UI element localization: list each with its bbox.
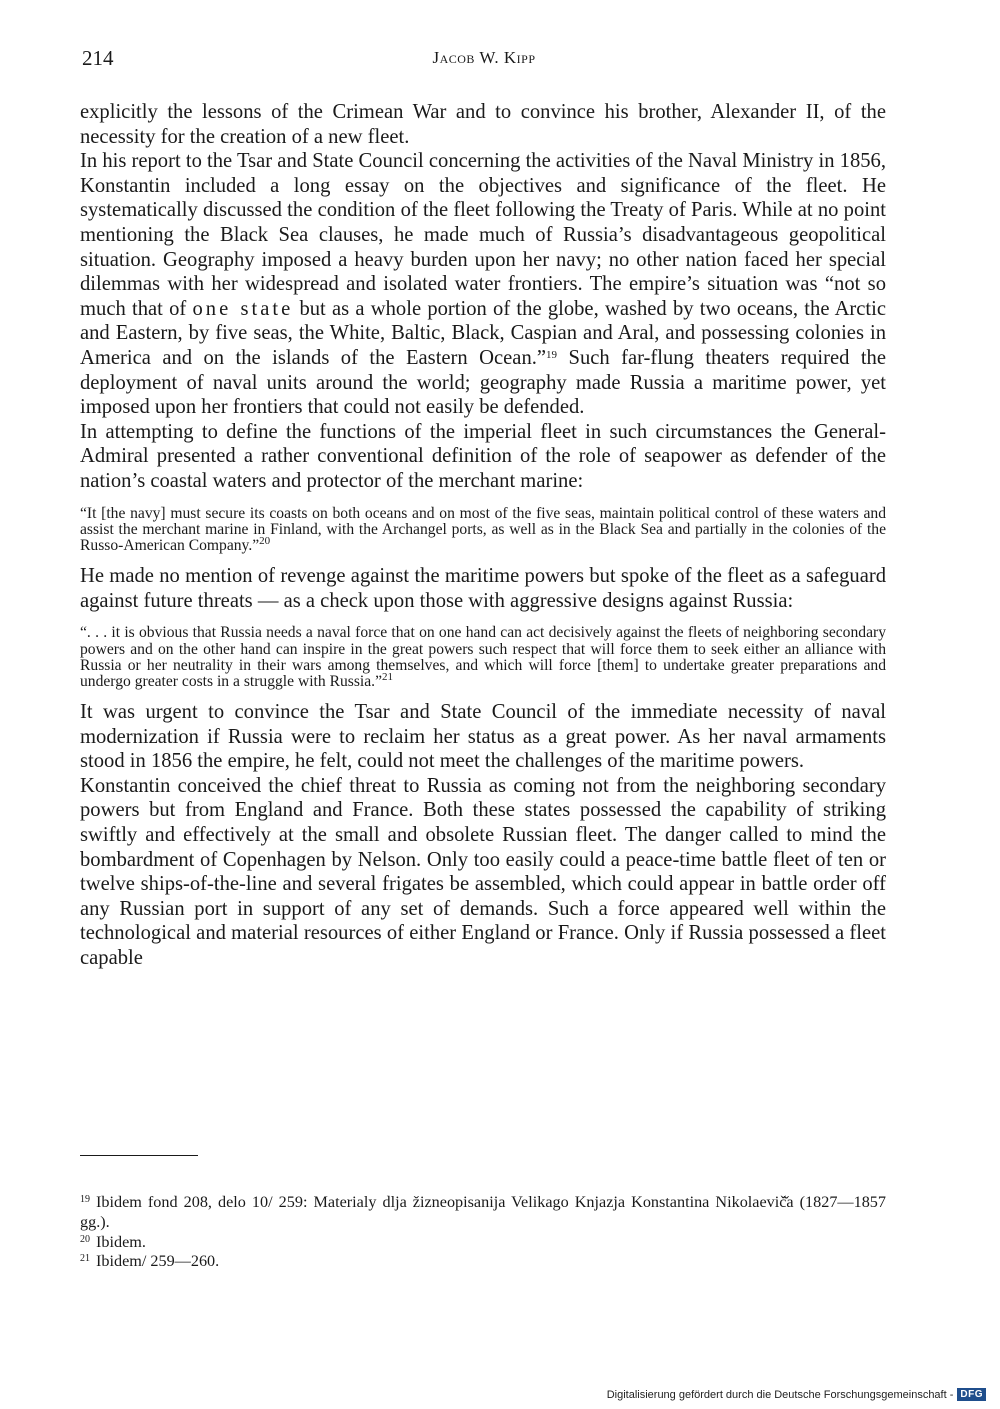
footnote (80, 1252, 886, 1272)
running-head: Jacob W. Kipp (432, 48, 536, 67)
footnote-number: 20 (80, 1233, 90, 1245)
quote-text: “. . . it is obvious that Russia needs a naval force that on one hand can act decisively against the fleets of neighboring secondary powers and on the other hand can inspire in the great powers such respect that will force them to seek either an alliance with Russia or her neutrality in their wars among themselves, and which will force [them] to undertake greater preparations and undergo greater costs in a struggle with Russia.” (80, 624, 886, 690)
footnote-number: 21 (80, 1253, 90, 1265)
footnote-text: Ibidem/ 259—260. (96, 1252, 220, 1271)
footnote-text: Ibidem. (96, 1232, 146, 1251)
footnote (80, 1233, 886, 1253)
paragraph (80, 149, 886, 420)
paragraph-text: but as a whole portion of the globe, washed by two oceans, the Arctic and Eastern, by five seas, the White, Baltic, Black, Caspian and Aral, and possessing colonies in America and on the islands of the Eastern Ocean.” (80, 297, 887, 369)
footnote-number: 19 (80, 1194, 90, 1205)
footnote-ref[interactable]: 20 (259, 534, 271, 547)
main-text (80, 100, 886, 971)
footnotes (80, 1193, 886, 1272)
quote-text: “It [the navy] must secure its coasts on both oceans and on most of the five seas, maintain political control of these waters and assist the merchant marine in Finland, with the Archangel ports, as well as in the Black Sea and partially in the colonies of the Russo-American Company.” (80, 504, 886, 554)
page-number: 214 (82, 46, 114, 70)
footnote-text: Ibidem fond 208, delo 10/ 259: Materialy dlja žizneopisanija Velikago Knjazja Konstantina Nikolaevič̌a (1827—1857 gg.). (80, 1193, 886, 1231)
footnote (80, 1193, 886, 1233)
footnote-divider (80, 1155, 198, 1156)
credit-text: Digitalisierung gefördert durch die Deutsche Forschungsgemeinschaft - (606, 1388, 954, 1401)
block-quote (80, 625, 886, 690)
page-header (80, 46, 888, 76)
dfg-logo: DFG (957, 1388, 986, 1401)
footnote-ref[interactable]: 21 (382, 670, 393, 683)
paragraph: In attempting to define the functions of the imperial fleet in such circumstances the General-Admiral presented a rather conventional definition of the role of seapower as defender of the nation’s coastal waters and protector of the merchant marine: (80, 420, 886, 492)
footnote-ref[interactable]: 19 (546, 348, 558, 361)
paragraph: explicitly the lessons of the Crimean War and to convince his brother, Alexander II, of the necessity for the creation of a new fleet. (80, 101, 886, 148)
block-quote (80, 506, 886, 555)
emphasis-text: one state (192, 297, 294, 320)
paragraph: It was urgent to convince the Tsar and State Council of the immediate necessity of naval modernization if Russia were to reclaim her status as a great power. As her naval armaments stood in 1856 the empire, he felt, could not meet the challenges of the maritime powers. (80, 701, 886, 773)
paragraph: He made no mention of revenge against the maritime powers but spoke of the fleet as a safeguard against future threats — as a check upon those with aggressive designs against Russia: (80, 565, 886, 612)
digitization-credit (607, 1388, 986, 1401)
paragraph-text: Such far-flung theaters required the deployment of naval units around the world; geography made Russia a maritime power, yet imposed upon her frontiers that could not easily be defended. (80, 346, 886, 419)
paragraph-text: In his report to the Tsar and State Council concerning the activities of the Naval Ministry in 1856, Konstantin included a long essay on the objectives and significance of the fleet. He systematically discussed the condition of the fleet following the Treaty of Paris. While at no point mentioning the Black Sea clauses, he made much of Russia’s disadvantageous geopolitical situation. Geography imposed a heavy burden upon her navy; no other nation faced her special dilemmas with her widespread and isolated water frontiers. The empire’s situation was “not so much that of (80, 150, 886, 320)
paragraph: Konstantin conceived the chief threat to Russia as coming not from the neighboring secondary powers but from England and France. Both these states possessed the capability of striking swiftly and effectively at the small and obsolete Russian fleet. The danger called to mind the bombardment of Copenhagen by Nelson. Only too easily could a peace-time battle fleet of ten or twelve ships-of-the-line and several frigates be assembled, which could appear in battle order off any Russian port in support of any set of demands. Such a force appeared well within the technological and material resources of either England or France. Only if Russia possessed a fleet capable (80, 774, 886, 970)
